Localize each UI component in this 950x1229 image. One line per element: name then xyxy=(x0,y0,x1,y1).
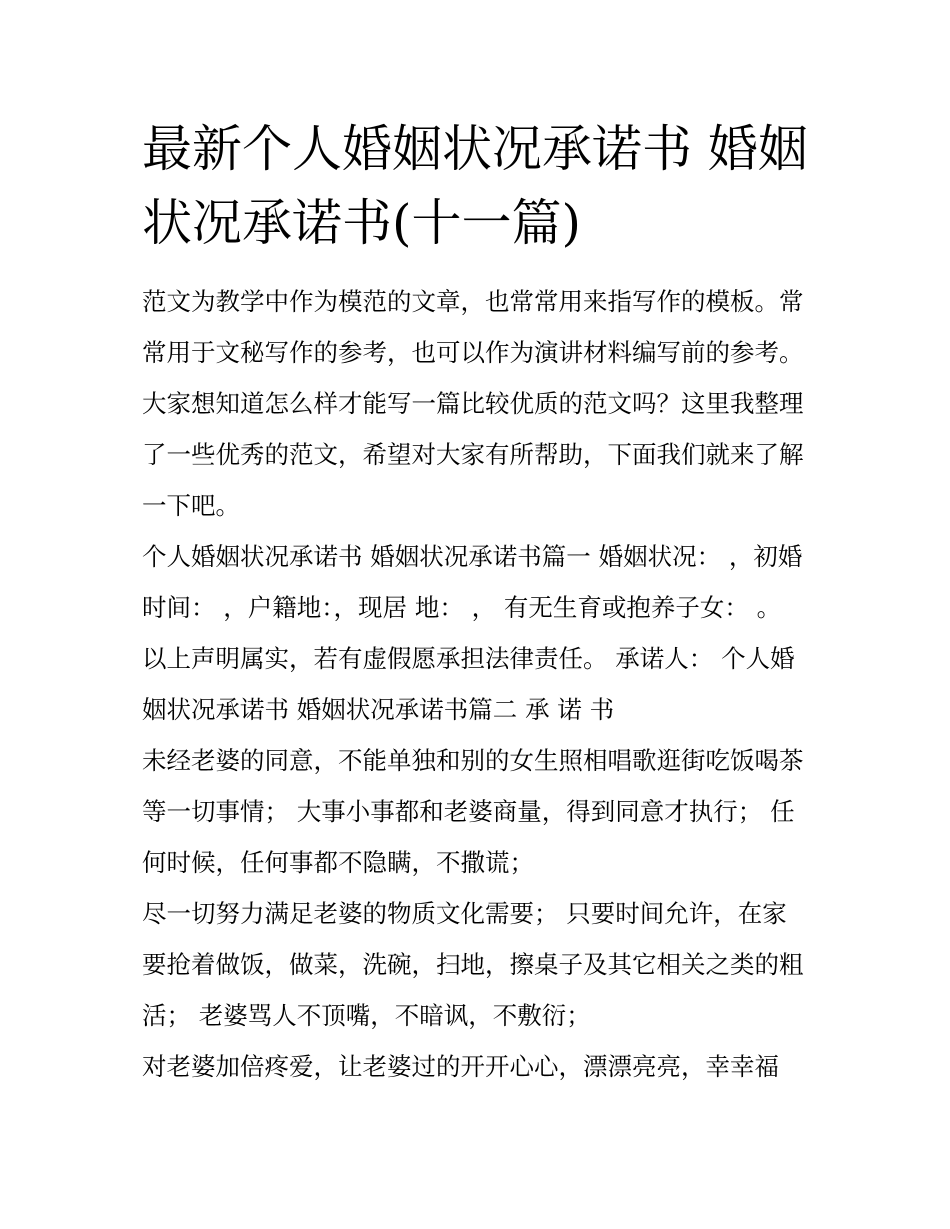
body-line-11: 等一切事情； 大事小事都和老婆商量，得到同意才执行； 任 xyxy=(142,797,795,826)
body-line-7: 时间： ，户籍地：，现居 地： ， 有无生育或抱养子女： 。 xyxy=(142,593,782,622)
body-line-6: 个人婚姻状况承诺书 婚姻状况承诺书篇一 婚姻状况： ，初婚 xyxy=(142,542,803,571)
body-line-5: 一下吧。 xyxy=(142,491,240,520)
body-line-1: 范文为教学中作为模范的文章，也常常用来指写作的模板。常 xyxy=(142,287,804,316)
body-line-9: 姻状况承诺书 婚姻状况承诺书篇二 承 诺 书 xyxy=(142,695,615,724)
body-line-10: 未经老婆的同意，不能单独和别的女生照相唱歌逛街吃饭喝茶 xyxy=(142,746,804,775)
title-line-1: 最新个人婚姻状况承诺书 婚姻 xyxy=(142,120,808,178)
body-line-3: 大家想知道怎么样才能写一篇比较优质的范文吗？这里我整理 xyxy=(142,389,804,418)
body-line-12: 何时候，任何事都不隐瞒，不撒谎； xyxy=(142,848,534,877)
document-title xyxy=(142,112,822,260)
body-line-4: 了一些优秀的范文，希望对大家有所帮助，下面我们就来了解 xyxy=(142,440,804,469)
title-line-2: 状况承诺书(十一篇) xyxy=(142,194,582,252)
body-line-14: 要抢着做饭，做菜，洗碗，扫地，擦桌子及其它相关之类的粗 xyxy=(142,950,804,979)
document-body xyxy=(142,276,822,1092)
body-line-16: 对老婆加倍疼爱，让老婆过的开开心心，漂漂亮亮，幸幸福 xyxy=(142,1052,779,1081)
body-line-8: 以上声明属实，若有虚假愿承担法律责任。 承诺人： 个人婚 xyxy=(142,644,795,673)
body-line-2: 常用于文秘写作的参考，也可以作为演讲材料编写前的参考。 xyxy=(142,338,804,367)
body-line-15: 活； 老婆骂人不顶嘴，不暗讽，不敷衍； xyxy=(142,1001,591,1030)
body-line-13: 尽一切努力满足老婆的物质文化需要； 只要时间允许，在家 xyxy=(142,899,787,928)
